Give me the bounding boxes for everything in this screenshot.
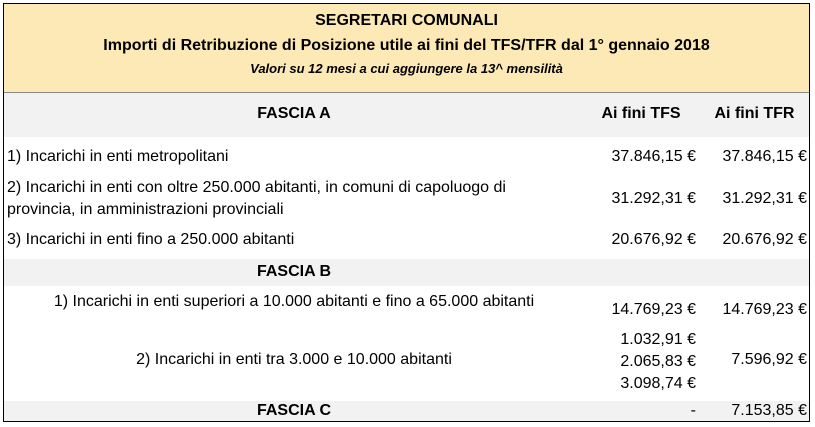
title-subtitle: Importi di Retribuzione di Posizione utile ai fini del TFS/TFR dal 1° gennaio 2018 [103,37,710,54]
fascia-c-heading: FASCIA C [256,402,332,419]
header-row [4,93,809,137]
row-value-tfs: 37.846,15 € [611,148,696,165]
row-value-tfs: 20.676,92 € [611,231,696,248]
row-description: 1) Incarichi in enti superiori a 10.000 abitanti e fino a 65.000 abitanti [53,293,535,310]
row-value-tfs-3: 3.098,74 € [620,375,696,392]
row-value-tfs: 31.292,31 € [611,190,696,207]
column-header-tfr: Ai fini TFR [714,105,795,122]
row-description: 1) Incarichi in enti metropolitani [7,148,229,165]
fascia-a-heading: FASCIA A [257,105,331,122]
row-description-line1: 2) Incarichi in enti con oltre 250.000 abitanti, in comuni di capoluogo di [7,179,506,196]
fascia-b-heading: FASCIA B [256,263,332,280]
row-value-tfr: 20.676,92 € [722,231,807,248]
row-value-tfr: 37.846,15 € [722,148,807,165]
row-description-line2: provincia, in amministrazioni provinciali [7,201,284,218]
retribuzione-table [3,3,810,422]
table-row [4,144,809,170]
table-row [4,329,809,399]
row-value-tfr: 31.292,31 € [722,190,807,207]
title-note: Valori su 12 mesi a cui aggiungere la 13^ mensilità [250,61,563,76]
row-value-tfs-2: 2.065,83 € [620,353,696,370]
row-value-tfs-1: 1.032,91 € [620,331,696,348]
row-value-tfs: - [690,402,696,419]
title-main: SEGRETARI COMUNALI [315,12,498,29]
row-value-tfs: 14.769,23 € [611,301,696,318]
fascia-b-row [4,259,809,286]
table-row [4,288,809,328]
row-value-tfr: 14.769,23 € [722,301,807,318]
row-value-tfr: 7.153,85 € [731,402,807,419]
row-description: 3) Incarichi in enti fino a 250.000 abitanti [7,231,295,248]
row-description: 2) Incarichi in enti tra 3.000 e 10.000 abitanti [136,351,452,368]
row-value-tfr: 7.596,92 € [731,351,807,368]
title-block [4,4,809,93]
column-header-tfs: Ai fini TFS [601,105,681,122]
fascia-c-row [4,401,809,421]
table-row [4,176,809,222]
table-row [4,228,809,254]
